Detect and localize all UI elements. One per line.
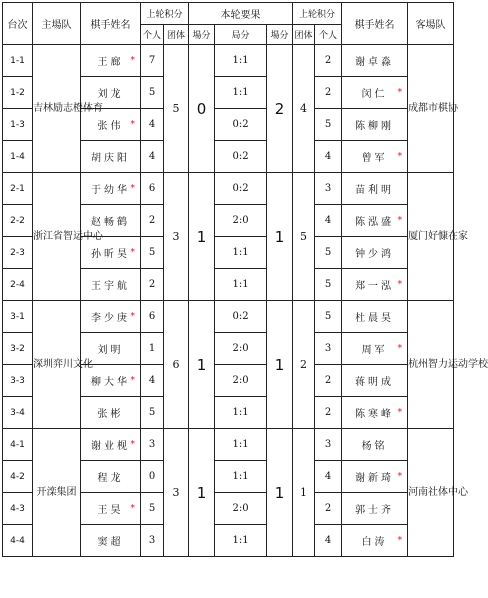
board-score: 1:1 <box>215 461 267 493</box>
header-game-points-left: 場分 <box>189 25 215 45</box>
home-individual-points: 5 <box>141 397 164 429</box>
away-team-points: 1 <box>293 429 315 557</box>
home-player-name: 于幼华 <box>91 185 130 196</box>
away-player-name: 陈寒峰 <box>355 409 395 420</box>
away-player-cell <box>342 109 408 141</box>
home-player-cell <box>81 301 141 333</box>
away-individual-points: 4 <box>315 205 342 237</box>
home-team-points: 5 <box>164 45 189 173</box>
home-player-mark: * <box>130 503 135 514</box>
board-number: 2-1 <box>3 173 33 205</box>
home-individual-points: 4 <box>141 141 164 173</box>
home-player-cell <box>81 525 141 557</box>
away-player-mark: * <box>397 151 403 162</box>
away-player-cell <box>342 525 408 557</box>
board-number: 1-2 <box>3 77 33 109</box>
header-away-team: 客場队 <box>408 3 454 45</box>
away-match-points: 2 <box>267 45 293 173</box>
header-game-points-right: 場分 <box>267 25 293 45</box>
header-home-team: 主場队 <box>33 3 81 45</box>
home-player-name: 窦超 <box>97 537 124 548</box>
home-individual-points: 2 <box>141 269 164 301</box>
table-header <box>3 3 454 45</box>
away-player-name: 苗利明 <box>355 185 395 196</box>
away-player-cell <box>342 365 408 397</box>
board-score: 2:0 <box>215 493 267 525</box>
home-individual-points: 3 <box>141 525 164 557</box>
away-team-points: 5 <box>293 173 315 301</box>
home-team-name: 开滦集团 <box>33 429 81 557</box>
home-player-cell <box>81 77 141 109</box>
board-number: 3-3 <box>3 365 33 397</box>
away-player-cell <box>342 45 408 77</box>
table-row <box>3 173 454 205</box>
away-player-cell <box>342 301 408 333</box>
away-player-cell <box>342 173 408 205</box>
board-number: 4-4 <box>3 525 33 557</box>
away-player-name: 谢卓淼 <box>355 57 395 68</box>
board-number: 3-1 <box>3 301 33 333</box>
home-individual-points: 2 <box>141 205 164 237</box>
away-player-cell <box>342 333 408 365</box>
home-match-points: 1 <box>189 173 215 301</box>
home-player-name: 刘龙 <box>97 89 124 100</box>
board-score: 1:1 <box>215 45 267 77</box>
away-individual-points: 5 <box>315 237 342 269</box>
header-team-right: 团体 <box>293 25 315 45</box>
table-row <box>3 301 454 333</box>
home-player-name: 王昊 <box>97 505 124 516</box>
away-player-mark: * <box>397 471 403 482</box>
board-score: 1:1 <box>215 77 267 109</box>
board-score: 1:1 <box>215 269 267 301</box>
away-individual-points: 2 <box>315 493 342 525</box>
home-player-name: 张彬 <box>97 409 124 420</box>
away-player-cell <box>342 237 408 269</box>
header-board: 台次 <box>3 3 33 45</box>
away-team-name: 杭州智力运动学校 <box>408 301 454 429</box>
header-this-round: 本轮要果 <box>189 3 293 25</box>
home-team-points: 3 <box>164 429 189 557</box>
away-player-mark: * <box>397 279 403 290</box>
away-individual-points: 3 <box>315 429 342 461</box>
home-player-mark: * <box>130 183 135 194</box>
board-score: 2:0 <box>215 205 267 237</box>
away-player-mark: * <box>397 87 403 98</box>
away-team-points: 2 <box>293 301 315 429</box>
away-player-cell <box>342 397 408 429</box>
home-player-name: 王宇航 <box>91 281 130 292</box>
home-player-cell <box>81 397 141 429</box>
away-individual-points: 5 <box>315 301 342 333</box>
board-score: 1:1 <box>215 397 267 429</box>
away-player-cell <box>342 493 408 525</box>
home-player-name: 谢业枧 <box>91 441 130 452</box>
header-team: 团体 <box>164 25 189 45</box>
away-player-name: 陈柳刚 <box>355 121 395 132</box>
home-player-cell <box>81 269 141 301</box>
home-player-cell <box>81 461 141 493</box>
home-player-name: 刘明 <box>97 345 124 356</box>
home-team-points: 3 <box>164 173 189 301</box>
board-score: 1:1 <box>215 525 267 557</box>
away-player-name: 郑一泓 <box>355 281 395 292</box>
home-player-name: 程龙 <box>97 473 124 484</box>
board-score: 2:0 <box>215 333 267 365</box>
home-player-mark: * <box>130 55 135 66</box>
away-individual-points: 4 <box>315 525 342 557</box>
away-player-cell <box>342 269 408 301</box>
home-player-name: 王廊 <box>97 57 124 68</box>
board-number: 1-3 <box>3 109 33 141</box>
home-match-points: 1 <box>189 429 215 557</box>
board-number: 4-2 <box>3 461 33 493</box>
header-home-player: 棋手姓名 <box>81 3 141 45</box>
board-number: 2-2 <box>3 205 33 237</box>
header-individual-right: 个人 <box>315 25 342 45</box>
away-player-mark: * <box>397 215 403 226</box>
home-player-name: 李少庚 <box>91 313 130 324</box>
home-player-mark: * <box>130 375 135 386</box>
home-player-mark: * <box>130 247 135 258</box>
away-player-cell <box>342 77 408 109</box>
away-player-cell <box>342 141 408 173</box>
home-team-name: 浙江省智运中心 <box>33 173 81 301</box>
home-individual-points: 7 <box>141 45 164 77</box>
away-player-cell <box>342 429 408 461</box>
home-individual-points: 0 <box>141 461 164 493</box>
home-player-cell <box>81 333 141 365</box>
board-score: 0:2 <box>215 109 267 141</box>
away-individual-points: 2 <box>315 77 342 109</box>
away-individual-points: 4 <box>315 461 342 493</box>
home-player-name: 胡庆阳 <box>91 153 130 164</box>
home-player-cell <box>81 429 141 461</box>
home-individual-points: 5 <box>141 237 164 269</box>
home-player-name: 柳大华 <box>91 377 130 388</box>
away-player-name: 郭士齐 <box>355 505 395 516</box>
away-individual-points: 2 <box>315 45 342 77</box>
away-player-name: 杜晨昊 <box>355 313 395 324</box>
board-number: 1-1 <box>3 45 33 77</box>
home-individual-points: 1 <box>141 333 164 365</box>
away-player-mark: * <box>397 407 403 418</box>
board-score: 1:1 <box>215 237 267 269</box>
home-player-cell <box>81 45 141 77</box>
home-player-cell <box>81 141 141 173</box>
away-player-name: 曾军 <box>361 153 388 164</box>
away-player-cell <box>342 205 408 237</box>
home-player-name: 张伟 <box>97 121 124 132</box>
away-player-name: 周军 <box>361 345 388 356</box>
home-individual-points: 4 <box>141 365 164 397</box>
board-score: 1:1 <box>215 429 267 461</box>
header-board-score: 局分 <box>215 25 267 45</box>
home-player-cell <box>81 173 141 205</box>
away-match-points: 1 <box>267 429 293 557</box>
away-individual-points: 2 <box>315 365 342 397</box>
away-match-points: 1 <box>267 301 293 429</box>
table-row <box>3 45 454 77</box>
header-prev-points: 上轮积分 <box>141 3 189 25</box>
home-player-cell <box>81 109 141 141</box>
header-away-player: 棋手姓名 <box>342 3 408 45</box>
away-team-name: 厦门好慷在家 <box>408 173 454 301</box>
home-match-points: 0 <box>189 45 215 173</box>
away-player-name: 蒋明成 <box>355 377 395 388</box>
board-score: 2:0 <box>215 365 267 397</box>
table-row <box>3 429 454 461</box>
away-team-name: 成都市棋协 <box>408 45 454 173</box>
home-individual-points: 5 <box>141 77 164 109</box>
home-player-mark: * <box>130 439 135 450</box>
board-number: 2-4 <box>3 269 33 301</box>
header-individual: 个人 <box>141 25 164 45</box>
away-player-name: 白涛 <box>361 537 388 548</box>
board-number: 2-3 <box>3 237 33 269</box>
away-individual-points: 5 <box>315 269 342 301</box>
away-player-name: 陈泓盛 <box>355 217 395 228</box>
home-player-mark: * <box>130 311 135 322</box>
home-individual-points: 6 <box>141 301 164 333</box>
home-player-cell <box>81 237 141 269</box>
home-player-name: 孙昕昊 <box>91 249 130 260</box>
away-player-cell <box>342 461 408 493</box>
home-team-name: 吉林励志橙体育 <box>33 45 81 173</box>
away-individual-points: 5 <box>315 109 342 141</box>
board-number: 3-2 <box>3 333 33 365</box>
home-team-name: 深圳弈川文化 <box>33 301 81 429</box>
board-score: 0:2 <box>215 141 267 173</box>
away-individual-points: 3 <box>315 173 342 205</box>
away-match-points: 1 <box>267 173 293 301</box>
away-player-mark: * <box>397 535 403 546</box>
away-individual-points: 2 <box>315 397 342 429</box>
home-player-cell <box>81 205 141 237</box>
home-match-points: 1 <box>189 301 215 429</box>
away-individual-points: 4 <box>315 141 342 173</box>
board-number: 3-4 <box>3 397 33 429</box>
board-score: 0:2 <box>215 173 267 205</box>
away-player-name: 闵仁 <box>361 89 388 100</box>
board-number: 4-3 <box>3 493 33 525</box>
results-table <box>2 2 488 557</box>
home-individual-points: 4 <box>141 109 164 141</box>
away-player-name: 杨铭 <box>361 441 388 452</box>
board-score: 0:2 <box>215 301 267 333</box>
header-prev-points-right: 上轮积分 <box>293 3 342 25</box>
away-player-name: 钟少鸿 <box>355 249 395 260</box>
home-player-mark: * <box>130 119 135 130</box>
away-player-name: 谢新琦 <box>355 473 395 484</box>
home-individual-points: 5 <box>141 493 164 525</box>
table-body <box>3 45 488 557</box>
away-team-points: 4 <box>293 45 315 173</box>
home-team-points: 6 <box>164 301 189 429</box>
home-individual-points: 6 <box>141 173 164 205</box>
board-number: 1-4 <box>3 141 33 173</box>
home-player-cell <box>81 493 141 525</box>
home-player-name: 赵畅鹤 <box>91 217 130 228</box>
away-player-mark: * <box>397 343 403 354</box>
home-individual-points: 3 <box>141 429 164 461</box>
away-individual-points: 3 <box>315 333 342 365</box>
board-number: 4-1 <box>3 429 33 461</box>
home-player-cell <box>81 365 141 397</box>
away-team-name: 河南社体中心 <box>408 429 454 557</box>
